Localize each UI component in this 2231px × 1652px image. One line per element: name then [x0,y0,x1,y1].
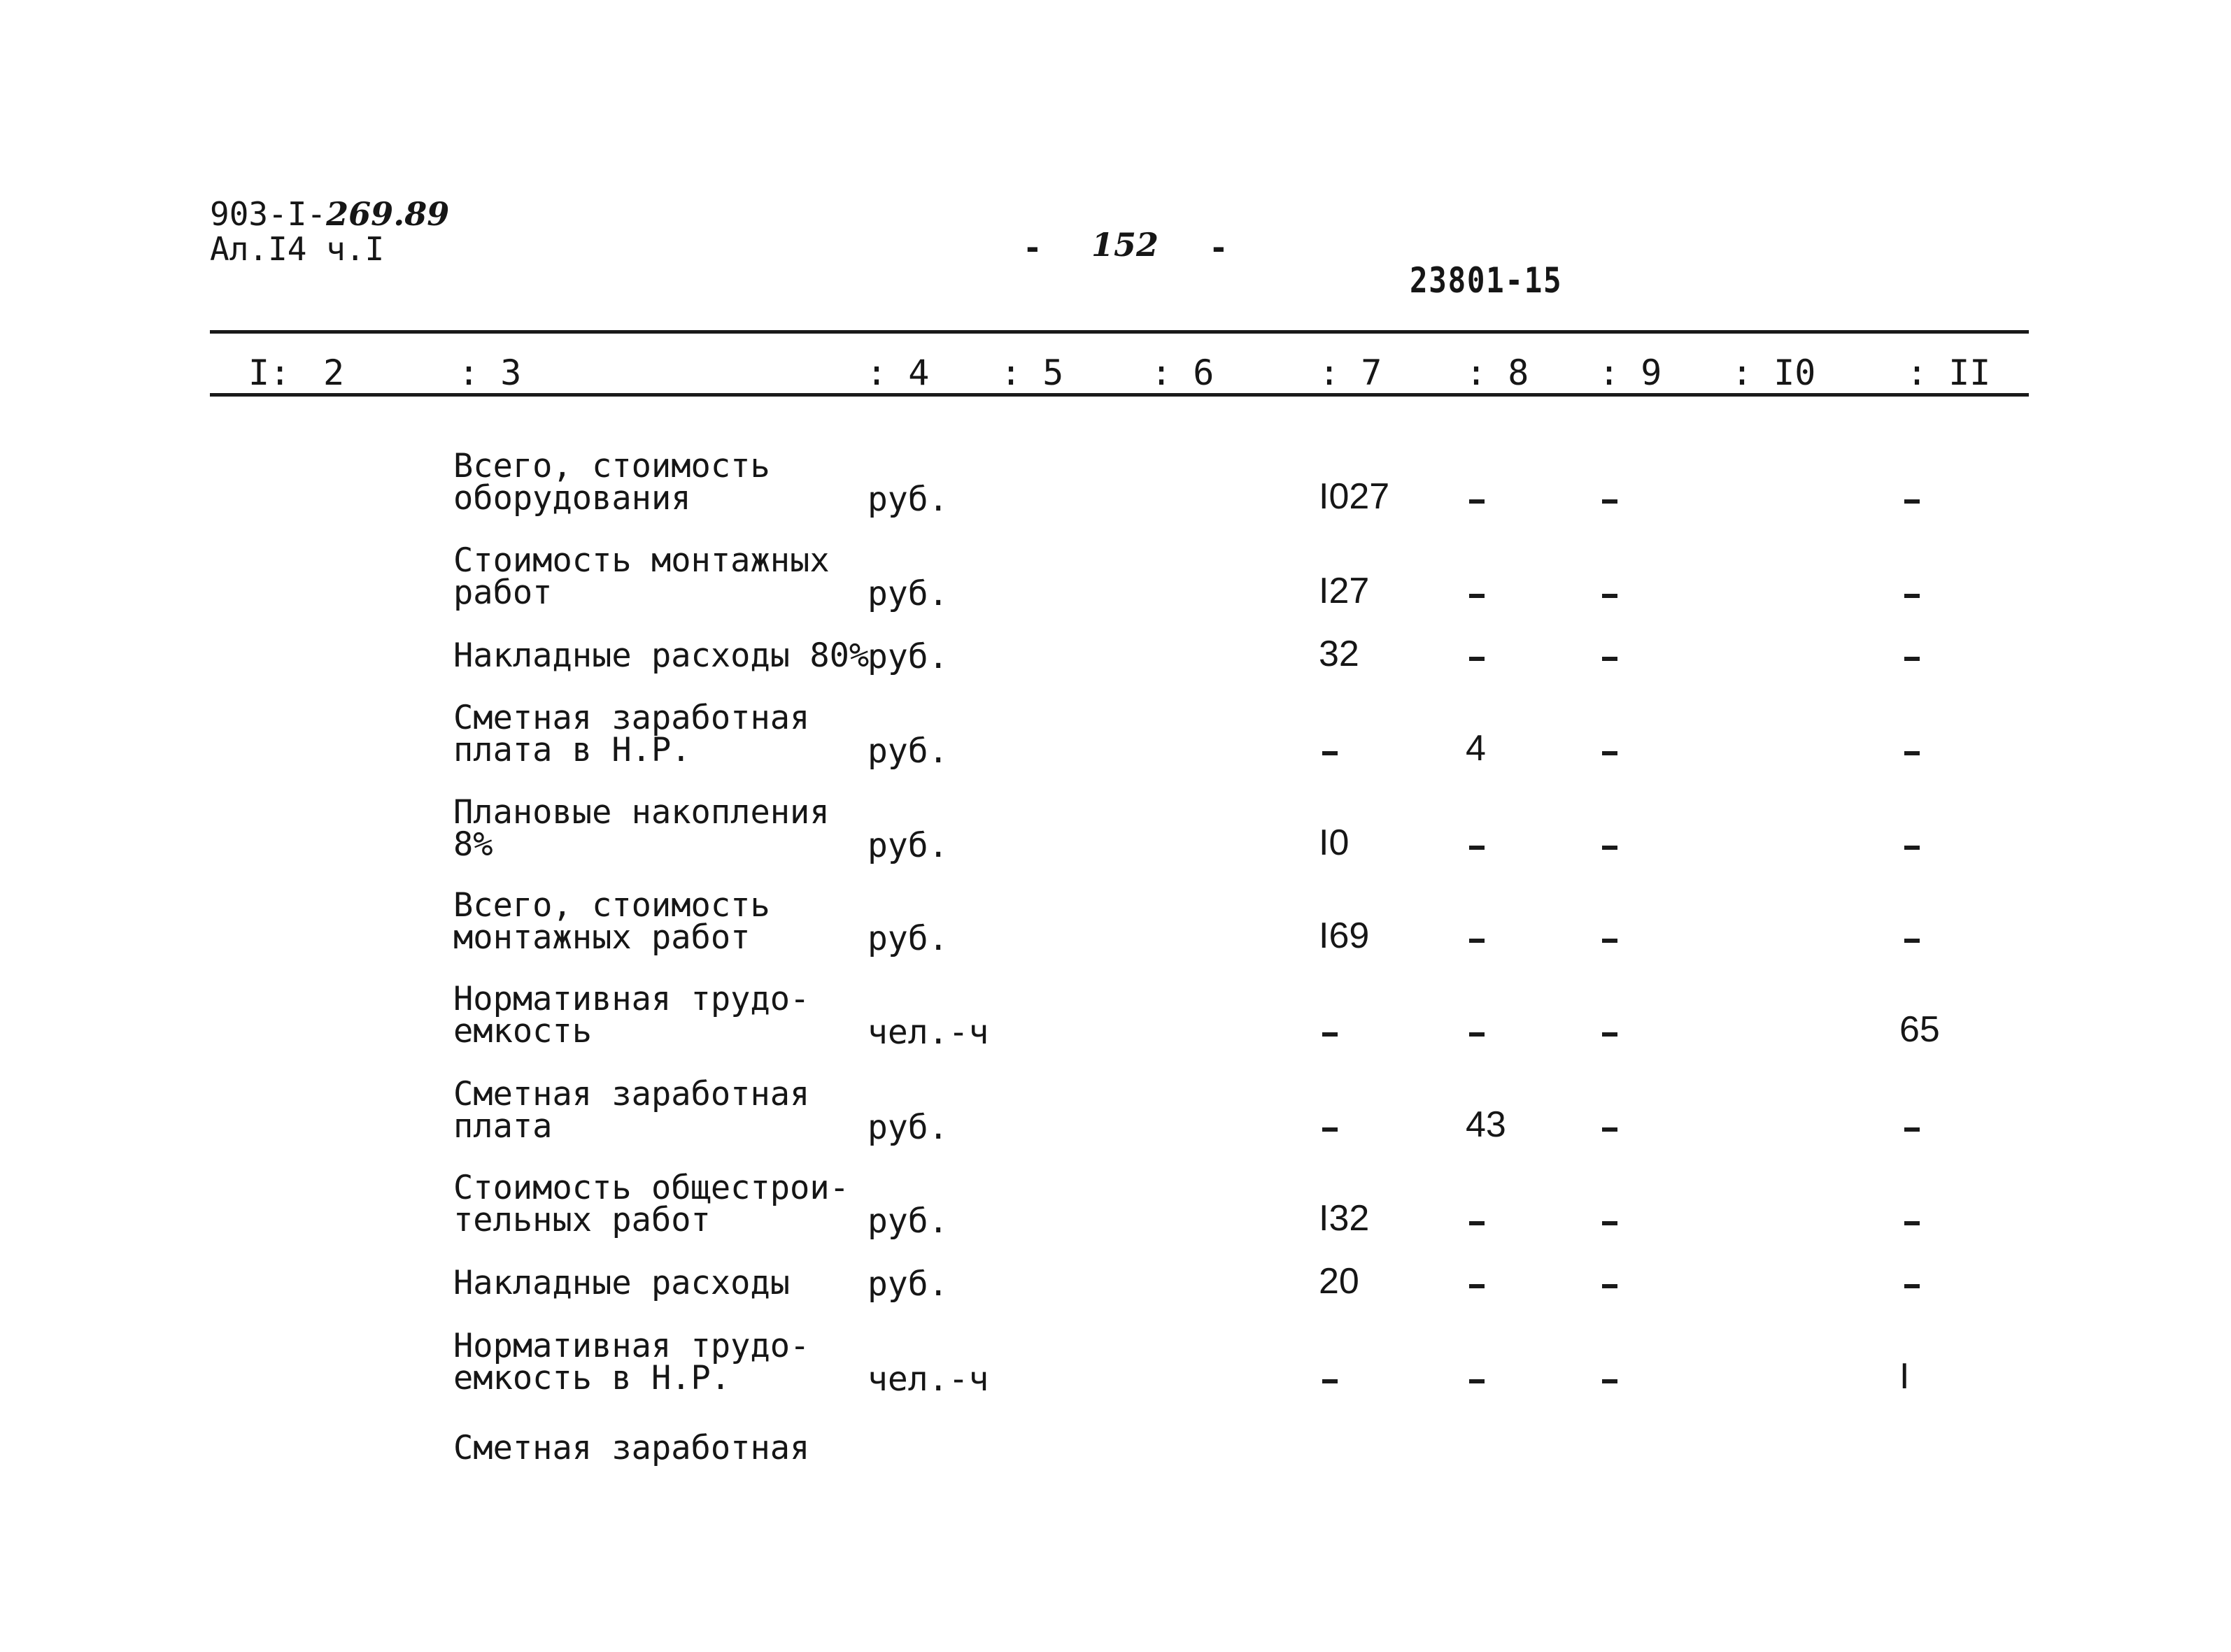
row-5-unit: руб. [867,826,949,865]
row-5-c9-dash [1602,846,1617,850]
row-4-c7-dash [1322,751,1338,755]
page-number-dash-right: - [1209,229,1228,266]
row-11-c8-dash [1469,1379,1485,1383]
row-2-name-line-1: Стоимость монтажных [453,541,830,580]
row-6-c9-dash [1602,939,1617,943]
page-number: 152 [1091,226,1159,264]
row-3-name-line-1: Накладные расходы 80% [453,636,870,675]
row-9-unit: руб. [867,1202,949,1241]
page-number-dash-left: - [1023,229,1042,266]
album-label: Ал.I4 ч.I [210,230,385,268]
row-3-c11-dash [1904,657,1920,661]
table-header-rule [210,393,2029,397]
row-10-c7: 20 [1319,1261,1359,1302]
col-header-10: : I0 [1731,353,1816,393]
row-11-name-line-2: емкость в Н.Р. [453,1359,731,1397]
row-5-c7: I0 [1319,823,1350,863]
row-5-c8-dash [1469,846,1485,850]
row-9-name-line-1: Стоимость общестрои- [453,1169,849,1207]
document-stamp: 23801-15 [1410,260,1563,301]
row-2-unit: руб. [867,574,949,613]
row-11-c7-dash [1322,1379,1338,1383]
row-10-c9-dash [1602,1284,1617,1288]
row-10-name-line-1: Накладные расходы [453,1264,791,1302]
row-7-c7-dash [1322,1032,1338,1037]
row-7-name-line-1: Нормативная трудо- [453,980,810,1018]
row-1-c9-dash [1602,499,1617,504]
row-4-c8: 4 [1466,728,1486,769]
row-9-name-line-2: тельных работ [453,1201,711,1239]
row-3-unit: руб. [867,637,949,676]
row-4-unit: руб. [867,732,949,771]
row-1-name-line-2: оборудования [453,479,691,518]
col-header-2: 2 [323,353,345,393]
row-8-unit: руб. [867,1108,949,1147]
row-5-c11-dash [1904,846,1920,850]
row-10-c8-dash [1469,1284,1485,1288]
row-9-c8-dash [1469,1221,1485,1225]
row-10-c11-dash [1904,1284,1920,1288]
row-6-name-line-2: монтажных работ [453,918,751,957]
col-header-11: : II [1906,353,1991,393]
row-3-c8-dash [1469,657,1485,661]
row-1-name-line-1: Всего, стоимость [453,447,770,485]
row-2-c8-dash [1469,594,1485,598]
row-7-c9-dash [1602,1032,1617,1037]
row-1-c8-dash [1469,499,1485,504]
row-4-name-line-1: Сметная заработная [453,699,810,737]
col-header-1: I: [248,353,291,393]
row-11-c9-dash [1602,1379,1617,1383]
row-4-c11-dash [1904,751,1920,755]
row-3-c9-dash [1602,657,1617,661]
row-7-c11: 65 [1899,1009,1940,1050]
col-header-4: : 4 [866,353,930,393]
col-header-6: : 6 [1151,353,1214,393]
row-8-c9-dash [1602,1127,1617,1132]
row-2-c11-dash [1904,594,1920,598]
col-header-7: : 7 [1319,353,1382,393]
row-7-unit: чел.-ч [867,1013,989,1052]
row-2-c7: I27 [1319,571,1370,611]
document-code-prefix: 903-I- [210,195,327,233]
row-5-name-line-1: Плановые накопления [453,793,830,832]
row-6-c11-dash [1904,939,1920,943]
row-8-name-line-2: плата [453,1107,553,1146]
row-7-c8-dash [1469,1032,1485,1037]
col-header-5: : 5 [1000,353,1064,393]
row-1-c11-dash [1904,499,1920,504]
col-header-8: : 8 [1466,353,1529,393]
col-header-3: : 3 [458,353,522,393]
row-9-c11-dash [1904,1221,1920,1225]
row-8-c8: 43 [1466,1104,1506,1145]
row-4-name-line-2: плата в Н.Р. [453,731,691,769]
row-2-c9-dash [1602,594,1617,598]
table-top-rule [210,330,2029,334]
row-11-name-line-1: Нормативная трудо- [453,1327,810,1365]
row-2-name-line-2: работ [453,574,553,612]
row-6-unit: руб. [867,919,949,958]
row-5-name-line-2: 8% [453,825,493,864]
row-8-name-line-1: Сметная заработная [453,1075,810,1113]
row-7-name-line-2: емкость [453,1012,593,1051]
row-11-c11: I [1899,1356,1910,1397]
row-6-name-line-1: Всего, стоимость [453,886,770,925]
document-code-handwritten: 269.89 [326,195,450,233]
row-8-c11-dash [1904,1127,1920,1132]
row-8-c7-dash [1322,1127,1338,1132]
document-code [210,197,449,231]
row-1-unit: руб. [867,480,949,519]
row-12-name-line-1: Сметная заработная [453,1429,810,1467]
row-3-c7: 32 [1319,634,1359,674]
col-header-9: : 9 [1599,353,1662,393]
row-6-c7: I69 [1319,916,1370,956]
row-6-c8-dash [1469,939,1485,943]
row-1-c7: I027 [1319,476,1390,517]
row-10-unit: руб. [867,1265,949,1304]
row-9-c9-dash [1602,1221,1617,1225]
row-11-unit: чел.-ч [867,1360,989,1399]
row-9-c7: I32 [1319,1198,1370,1239]
row-4-c9-dash [1602,751,1617,755]
